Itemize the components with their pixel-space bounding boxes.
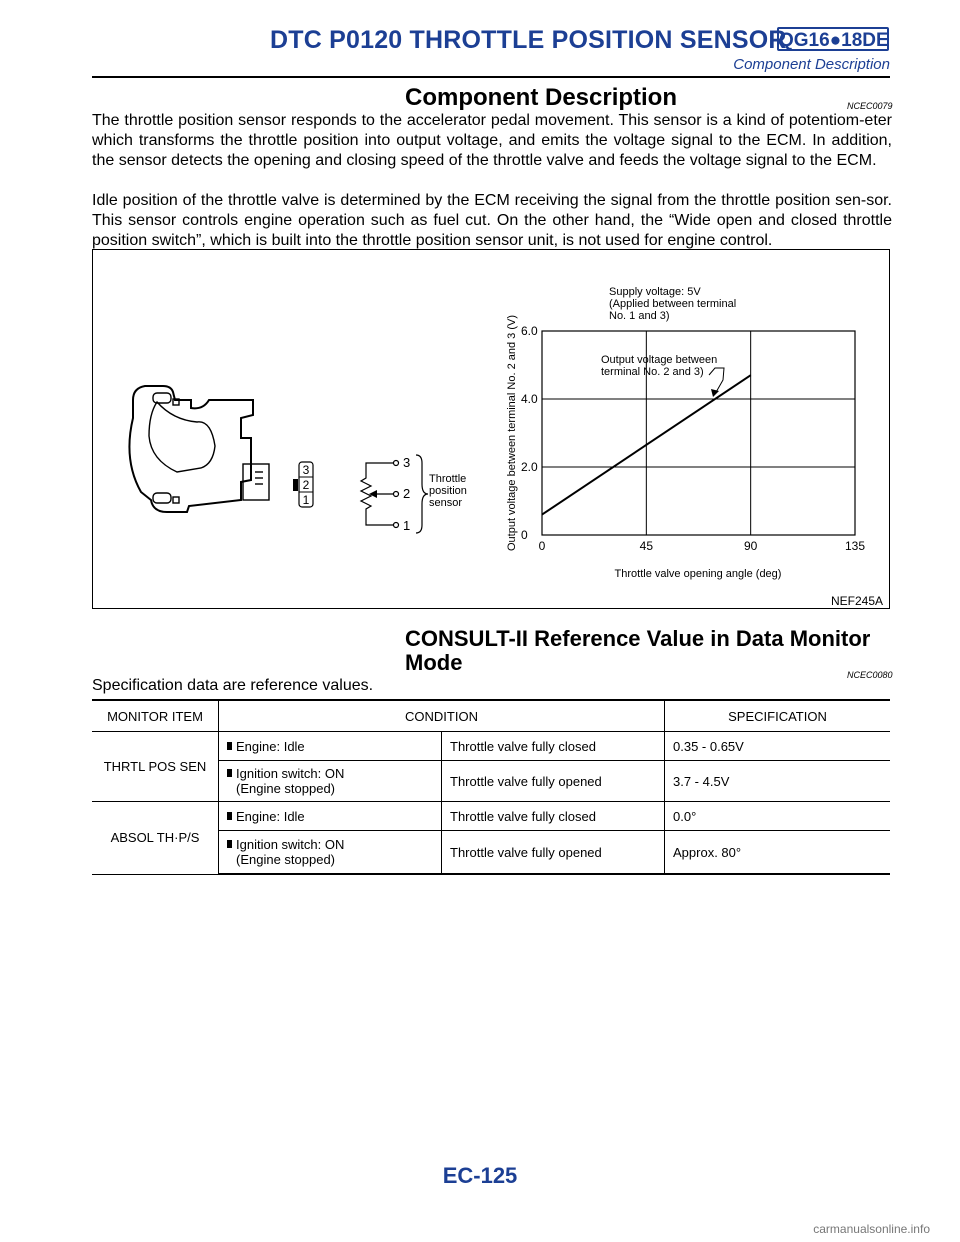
figure-id: NEF245A — [830, 594, 883, 608]
figure-svg — [93, 250, 891, 610]
header-specification: SPECIFICATION — [665, 700, 891, 732]
page-header-subtitle: Component Description — [733, 56, 890, 73]
section-title-line-2: Mode — [405, 650, 463, 675]
monitor-item-cell: ABSOL TH·P/S — [92, 802, 219, 875]
supply-note-line-2: (Applied between terminal — [609, 298, 737, 310]
reference-value-table — [92, 699, 890, 875]
condition-a-cell: Ignition switch: ON (Engine stopped) — [219, 761, 442, 802]
x-tick-label: 45 — [639, 539, 654, 553]
section-code: NCEC0079 — [847, 101, 893, 111]
x-tick-label: 0 — [538, 539, 546, 553]
chart-x-axis-label: Throttle valve opening angle (deg) — [614, 568, 782, 580]
header-rule — [92, 76, 890, 78]
sensor-label-line-3: sensor — [429, 497, 463, 509]
specification-cell: 0.35 - 0.65V — [665, 732, 891, 761]
bullet-icon — [227, 742, 232, 750]
sensor-label-line-2: position — [429, 485, 467, 497]
specification-cell: Approx. 80° — [665, 831, 891, 875]
header-monitor-item: MONITOR ITEM — [92, 700, 219, 732]
table-row — [92, 802, 890, 831]
bullet-icon — [227, 812, 232, 820]
condition-b-cell: Throttle valve fully opened — [442, 761, 665, 802]
circuit-pin-1: 1 — [403, 518, 411, 533]
table-row — [92, 732, 890, 761]
output-note-leader — [709, 368, 724, 394]
figure-throttle-position-sensor — [92, 249, 890, 609]
paragraph-2: Idle position of the throttle valve is determined by the ECM receiving the signal from the throttle position sen-sor. This sensor controls engine operation such as fuel cut. On the other hand, the “Wide open and closed throttle position switch”, which is built into the throttle position sensor unit, is not used for engine control. — [92, 192, 892, 249]
header-condition: CONDITION — [219, 700, 665, 732]
chart-y-axis-label: Output voltage between terminal No. 2 and 3 (V) — [506, 314, 518, 552]
y-tick-label: 6.0 — [521, 324, 538, 338]
connector-pin-block — [293, 462, 313, 507]
page-header-title: DTC P0120 THROTTLE POSITION SENSOR — [270, 26, 787, 54]
connector-pin-1: 1 — [302, 493, 310, 507]
condition-a-cell: Engine: Idle — [219, 802, 442, 831]
section-code: NCEC0080 — [847, 670, 893, 680]
condition-b-cell: Throttle valve fully closed — [442, 732, 665, 761]
output-note-arrow — [711, 389, 719, 397]
y-tick-label: 4.0 — [521, 392, 538, 406]
section-title-component-description: Component Description — [405, 84, 678, 111]
x-tick-label: 90 — [743, 539, 758, 553]
sensor-connector-drawing — [129, 386, 269, 512]
y-tick-label: 2.0 — [521, 460, 538, 474]
condition-a-cell: Ignition switch: ON (Engine stopped) — [219, 831, 442, 875]
connector-pin-2: 2 — [302, 478, 310, 492]
section-title-consult-ii — [405, 627, 870, 675]
connector-pin-3: 3 — [302, 463, 310, 477]
supply-note-line-3: No. 1 and 3) — [609, 310, 670, 322]
table-header-row — [92, 700, 890, 732]
output-voltage-chart — [506, 286, 865, 580]
specification-cell: 0.0° — [665, 802, 891, 831]
page-number: EC-125 — [442, 1163, 518, 1188]
watermark: carmanualsonline.info — [813, 1222, 930, 1236]
x-tick-label: 135 — [844, 539, 866, 553]
specification-cell: 3.7 - 4.5V — [665, 761, 891, 802]
potentiometer-schematic — [361, 455, 428, 533]
output-note-line-1: Output voltage between — [601, 354, 718, 366]
engine-code-badge: QG16●18DE — [777, 27, 889, 51]
paragraph-1: The throttle position sensor responds to the accelerator pedal movement. This sensor is a kind of potentiom-eter which transforms the throttle position into output voltage, and emits the voltage signal to the ECM. In addition, the sensor detects the opening and closing speed of the throttle valve and feeds the voltage signal to the ECM. — [92, 112, 892, 169]
bullet-icon — [227, 769, 232, 777]
spec-note: Specification data are reference values. — [92, 677, 374, 694]
circuit-pin-2: 2 — [403, 486, 411, 501]
section-title-line-1: CONSULT-II Reference Value in Data Monitor — [405, 626, 871, 651]
supply-note-line-1: Supply voltage: 5V — [609, 286, 701, 298]
condition-b-cell: Throttle valve fully opened — [442, 831, 665, 875]
bullet-icon — [227, 840, 232, 848]
output-note-line-2: terminal No. 2 and 3) — [601, 366, 704, 378]
monitor-item-cell: THRTL POS SEN — [92, 732, 219, 802]
sensor-label-line-1: Throttle — [429, 473, 467, 485]
y-tick-label: 0 — [521, 528, 528, 542]
circuit-pin-3: 3 — [403, 455, 411, 470]
condition-a-cell: Engine: Idle — [219, 732, 442, 761]
condition-b-cell: Throttle valve fully closed — [442, 802, 665, 831]
